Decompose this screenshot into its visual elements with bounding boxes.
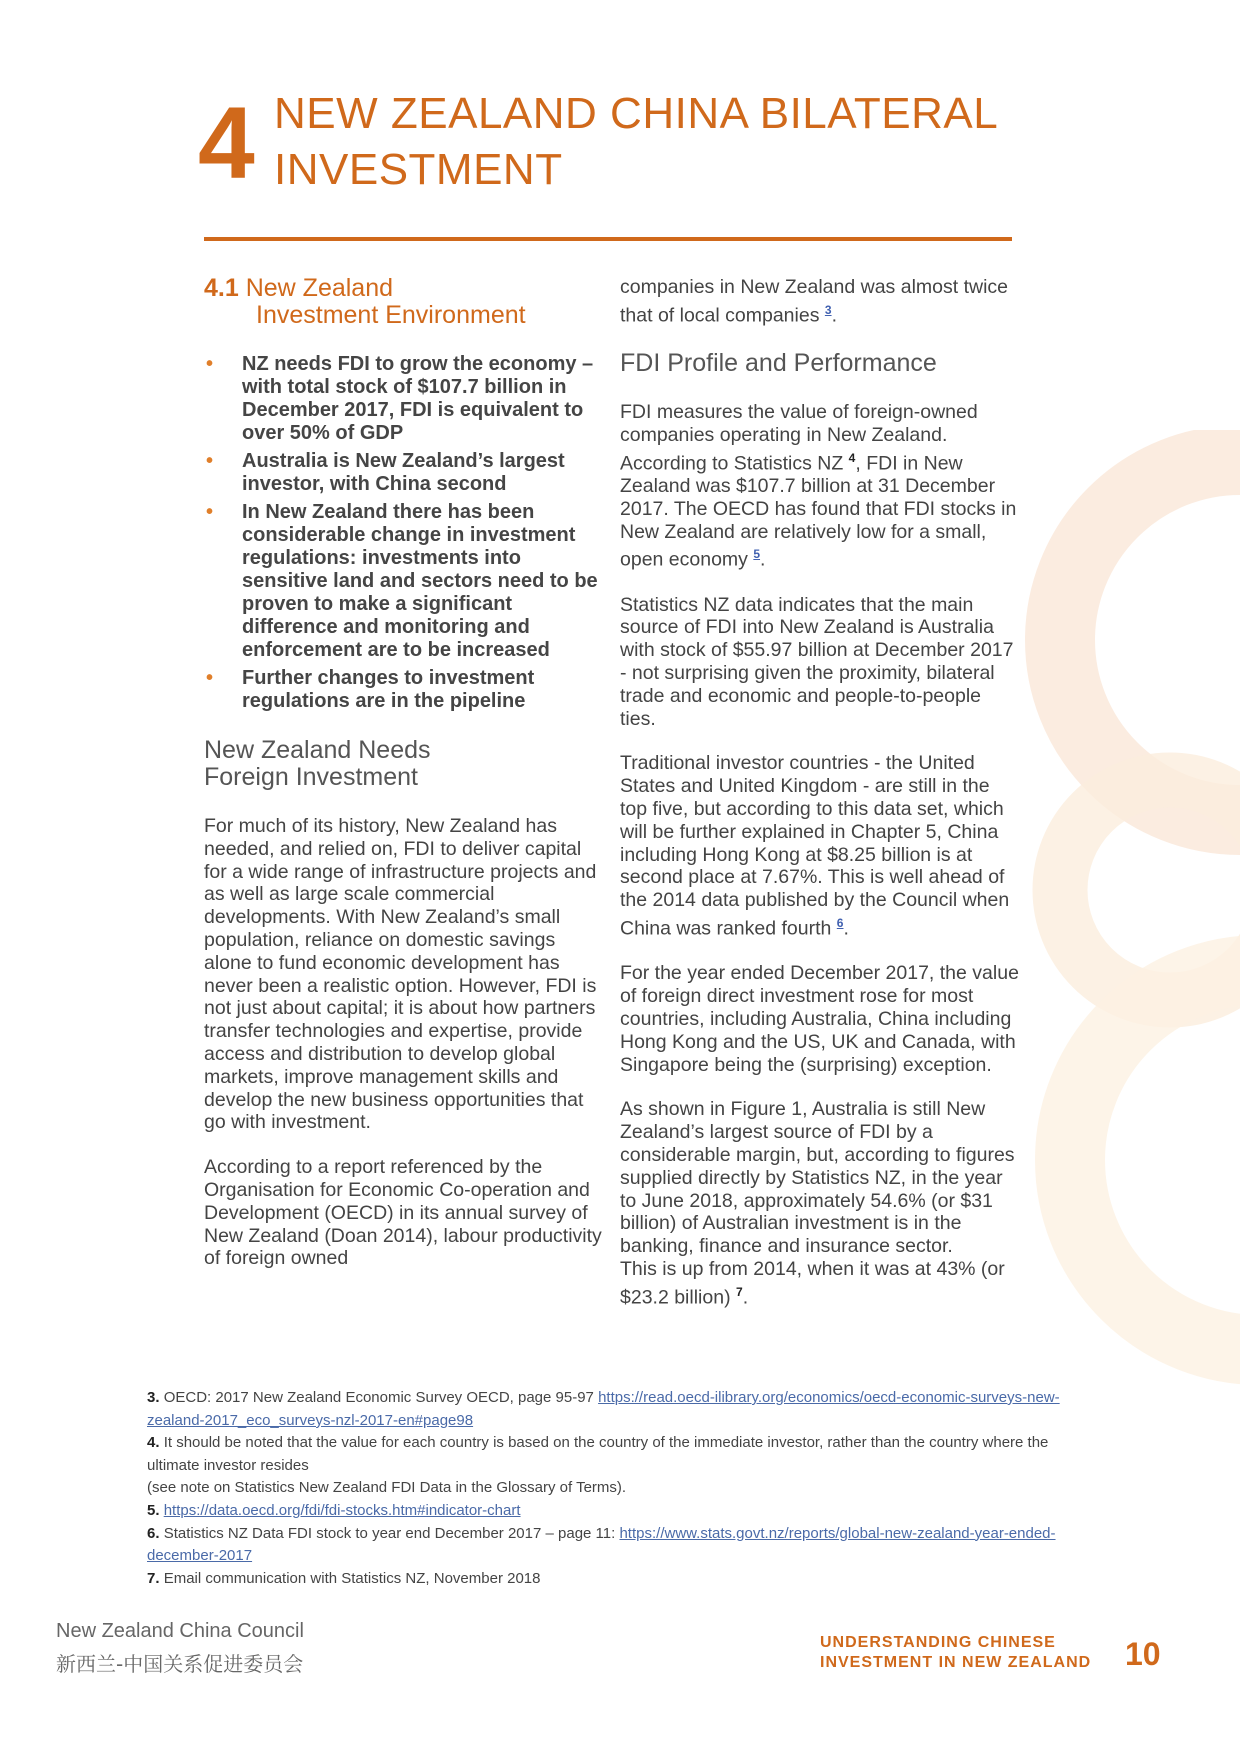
section-heading [204, 275, 604, 329]
publication-title-line1: UNDERSTANDING CHINESE [820, 1634, 1056, 1651]
footnote-number: 5. [147, 1501, 160, 1519]
paragraph: FDI measures the value of foreign-owned companies operating in New Zealand. According to Statistics NZ $^4$, FDI in New Zealand was $107.7 billion at 31 December 2017. The OECD has found that FDI stocks in New Zealand are relatively low for a small, open economy $^5$. [620, 401, 1017, 571]
footnote-link[interactable]: https://data.oecd.org/fdi/fdi-stocks.htm#indicator-chart [163, 1501, 521, 1519]
footnote-5 [147, 1500, 1067, 1523]
subheading-foreign-investment [204, 737, 604, 791]
chapter-title-line2: INVESTMENT [274, 145, 563, 194]
publication-title [820, 1633, 1091, 1673]
footnote-ref[interactable]: 3 [824, 302, 832, 317]
footnote-number: 3. [147, 1389, 160, 1406]
footnote-4-cont: (see note on Statistics New Zealand FDI Data in the Glossary of Terms). [147, 1479, 627, 1497]
page-number: 10 [1125, 1636, 1161, 1672]
paragraph: This is up from 2014, when it was at 43% (or $23.2 billion) $^7$. [620, 1257, 1005, 1309]
footnote-text: Email communication with Statistics NZ, November 2018 [163, 1569, 541, 1587]
footnote-ref[interactable]: 6 [836, 916, 844, 931]
chapter-title-line1: NEW ZEALAND CHINA BILATERAL [274, 89, 999, 138]
paragraph-text: companies in New Zealand was almost twice that of local companies [620, 276, 1009, 327]
organization-name-chinese: 新西兰-中国关系促进委员会 [56, 1652, 304, 1676]
key-point [204, 450, 604, 496]
footnote-6 [147, 1523, 1067, 1568]
footnote-ref[interactable]: 7 [736, 1284, 743, 1299]
paragraph: Statistics NZ data indicates that the main source of FDI into New Zealand is Australia with stock of $55.97 billion at December 2017 - not surprising given the proximity, bilateral trade and economic and people-to-people ties. [620, 593, 1014, 730]
key-point [204, 353, 604, 445]
paragraph-text: This is up from 2014, when it was at 43% (or $23.2 billion) [620, 1257, 1005, 1309]
footnote-text: It should be noted that the value for each country is based on the country of the immediate investor, rather than the country where the ultimate investor resides [147, 1434, 1049, 1474]
key-points-list [204, 353, 604, 713]
key-point [204, 501, 604, 662]
bullet-icon: • [206, 353, 214, 375]
key-point [204, 667, 604, 713]
paragraph-text: Traditional investor countries - the United States and United Kingdom - are still in the top five, but according to this data set, which will be further explained in Chapter 5, China including Hong Kong at $8.25 billion is at second place at 7.67%. This is well ahead of the 2014 data published by the Council when China was ranked fourth [620, 752, 1010, 940]
paragraph-continued: companies in New Zealand was almost twice that of local companies $^3$. [620, 276, 1009, 327]
paragraph-text: FDI measures the value of foreign-owned companies operating in New Zealand. According to Statistics NZ [620, 401, 978, 475]
footnote-text: Statistics NZ Data FDI stock to year end December 2017 – page 11: [163, 1524, 616, 1542]
section-title-line2: Investment Environment [256, 301, 526, 329]
bullet-icon: • [206, 501, 214, 523]
paragraph: For much of its history, New Zealand has needed, and relied on, FDI to deliver capital for a wide range of infrastructure projects and as well as large scale commercial developments. With New Zealand’s small population, reliance on domestic savings alone to fund economic development has never been a realistic option. However, FDI is not just about capital; it is about how partners transfer technologies and expertise, provide access and distribution to develop global markets, improve management skills and develop the new business opportunities that go with investment. [204, 815, 597, 1134]
key-point-text: NZ needs FDI to grow the economy – with total stock of $107.7 billion in December 2017, FDI is equivalent to over 50% of GDP [242, 353, 594, 444]
key-point-text: Further changes to investment regulations are in the pipeline [242, 667, 535, 712]
footnote-number: 7. [147, 1569, 160, 1587]
paragraph-text: , FDI in New Zealand was $107.7 billion at 31 December 2017. The OECD has found that FDI stocks in New Zealand are relatively low for a small, open economy [620, 452, 1017, 571]
footnote-ref[interactable]: 4 [848, 450, 856, 465]
chapter-title [274, 86, 998, 198]
subheading-line1: New Zealand Needs [204, 736, 431, 764]
title-divider [204, 237, 1012, 241]
footnote-number: 4. [147, 1434, 160, 1452]
fdi-profile-heading: FDI Profile and Performance [620, 349, 937, 378]
footnote-7 [147, 1568, 1067, 1591]
section-title-line1: New Zealand [245, 274, 394, 302]
bullet-icon: • [206, 667, 214, 689]
chapter-number: 4 [198, 86, 253, 200]
publication-title-line2: INVESTMENT IN NEW ZEALAND [820, 1654, 1092, 1671]
footnotes [147, 1387, 1067, 1590]
footnote-text: OECD: 2017 New Zealand Economic Survey OECD, page 95-97 [163, 1389, 594, 1406]
footnote-4 [147, 1432, 1067, 1477]
paragraph: According to a report referenced by the Organisation for Economic Co-operation and Development (OECD) in its annual survey of New Zealand (Doan 2014), labour productivity of foreign owned [204, 1156, 602, 1270]
bullet-icon: • [206, 450, 214, 472]
subheading-line2: Foreign Investment [204, 763, 418, 791]
footnote-3 [147, 1387, 1067, 1432]
footnote-ref[interactable]: 5 [753, 547, 761, 562]
key-point-text: Australia is New Zealand’s largest investor, with China second [242, 450, 565, 495]
paragraph: As shown in Figure 1, Australia is still New Zealand’s largest source of FDI by a considerable margin, but, according to figures supplied directly by Statistics NZ, in the year to June 2018, approximately 54.6% (or $31 billion) of Australian investment is in the banking, finance and insurance sector. [620, 1098, 1015, 1258]
right-column [620, 276, 1020, 1331]
footnote-link[interactable]: https://read.oecd-ilibrary.org/economics/oecd-economic-surveys-new-zealand-2017_eco_surveys-nzl-2017-en#page98 [147, 1389, 1060, 1429]
paragraph: Traditional investor countries - the United States and United Kingdom - are still in the top five, but according to this data set, which will be further explained in Chapter 5, China including Hong Kong at $8.25 billion is at second place at 7.67%. This is well ahead of the 2014 data published by the Council when China was ranked fourth $^6$. [620, 752, 1010, 940]
footnote-number: 6. [147, 1524, 160, 1542]
footnote-link[interactable]: https://www.stats.govt.nz/reports/global-new-zealand-year-ended-december-2017 [147, 1524, 1056, 1565]
paragraph: For the year ended December 2017, the value of foreign direct investment rose for most countries, including Australia, China including Hong Kong and the US, UK and Canada, with Singapore being the (surprising) exception. [620, 962, 1019, 1076]
organization-name: New Zealand China Council [56, 1620, 304, 1642]
section-number: 4.1 [204, 274, 239, 302]
key-point-text: In New Zealand there has been considerable change in investment regulations: investments into sensitive land and sectors need to be proven to make a significant difference and monitoring and enforcement are to be increased [242, 501, 598, 661]
left-column [204, 275, 604, 1292]
